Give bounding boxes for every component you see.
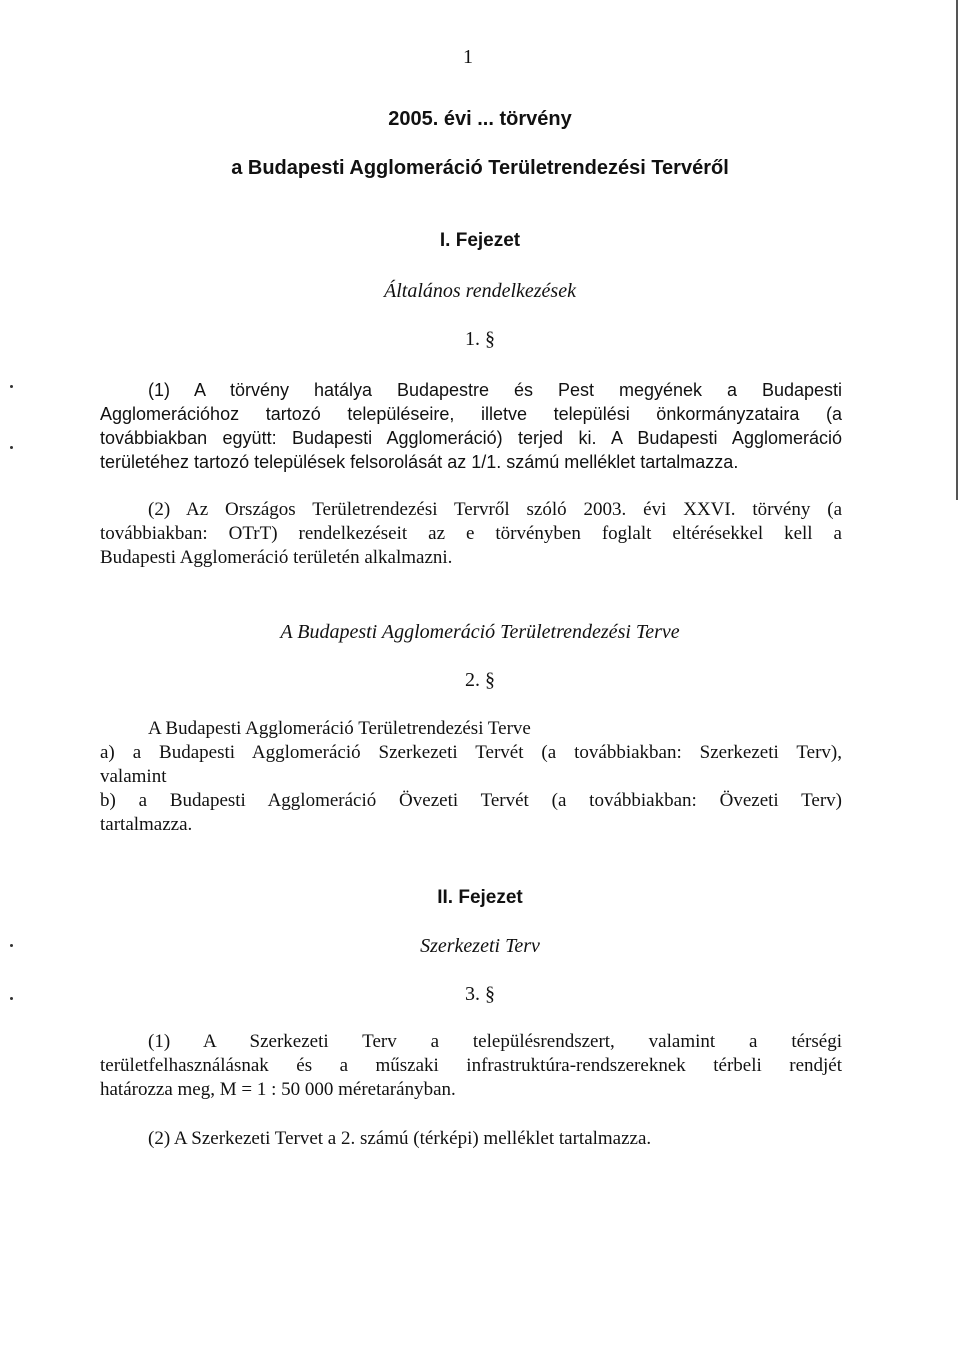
section-3-paragraph-1 xyxy=(100,1030,842,1102)
section-2-body xyxy=(100,717,842,837)
text-line: a) a Budapesti Agglomeráció Szerkezeti Tervét (a továbbiakban: Szerkezeti Terv), xyxy=(100,742,842,763)
scan-speck xyxy=(10,385,13,388)
plan-section-title: A Budapesti Agglomeráció Területrendezési Terve xyxy=(280,621,680,643)
text-line: továbbiakban együtt: Budapesti Agglomeráció) terjed ki. A Budapesti Agglomeráció xyxy=(100,428,842,448)
text-line: területéhez tartozó települések felsorolását az 1/1. számú melléklet tartalmazza. xyxy=(100,452,739,472)
text-line: tartalmazza. xyxy=(100,814,193,835)
text-line: (1) A Szerkezeti Terv a településrendszert, valamint a térségi xyxy=(148,1031,842,1052)
text-line: (1) A törvény hatálya Budapestre és Pest megyének a Budapesti xyxy=(148,380,842,400)
text-line: továbbiakban: OTrT) rendelkezéseit az e törvényben foglalt eltérésekkel kell a xyxy=(100,523,842,544)
section-1-paragraph-2 xyxy=(100,498,842,570)
section-3-number: 3. § xyxy=(465,983,495,1005)
text-line: határozza meg, M = 1 : 50 000 méretarányban. xyxy=(100,1079,456,1100)
text-line: Agglomerációhoz tartozó településeire, illetve települési önkormányzataira (a xyxy=(100,404,842,424)
section-1-paragraph-1 xyxy=(100,378,842,474)
chapter-1-title: Általános rendelkezések xyxy=(384,280,576,302)
chapter-2-title: Szerkezeti Terv xyxy=(420,935,540,957)
document-title: 2005. évi ... törvény xyxy=(388,108,572,130)
scan-speck xyxy=(10,446,13,449)
section-1-number: 1. § xyxy=(465,328,495,350)
text-line: valamint xyxy=(100,766,167,787)
document-subtitle: a Budapesti Agglomeráció Területrendezési Tervéről xyxy=(231,157,729,179)
text-line: (2) A Szerkezeti Tervet a 2. számú (térképi) melléklet tartalmazza. xyxy=(148,1128,652,1149)
text-line: Budapesti Agglomeráció területén alkalmazni. xyxy=(100,547,453,568)
text-line: területfelhasználásnak és a műszaki infrastruktúra-rendszereknek térbeli rendjét xyxy=(100,1055,842,1076)
text-line: (2) Az Országos Területrendezési Tervről szóló 2003. évi XXVI. törvény (a xyxy=(148,499,842,520)
page-number: 1 xyxy=(463,46,473,68)
text-line: b) a Budapesti Agglomeráció Övezeti Tervét (a továbbiakban: Övezeti Terv) xyxy=(100,790,842,811)
section-2-number: 2. § xyxy=(465,669,495,691)
text-line: A Budapesti Agglomeráció Területrendezési Terve xyxy=(148,718,531,739)
chapter-2-heading: II. Fejezet xyxy=(437,887,523,908)
chapter-1-heading: I. Fejezet xyxy=(439,230,521,251)
section-3-paragraph-2 xyxy=(100,1127,842,1151)
